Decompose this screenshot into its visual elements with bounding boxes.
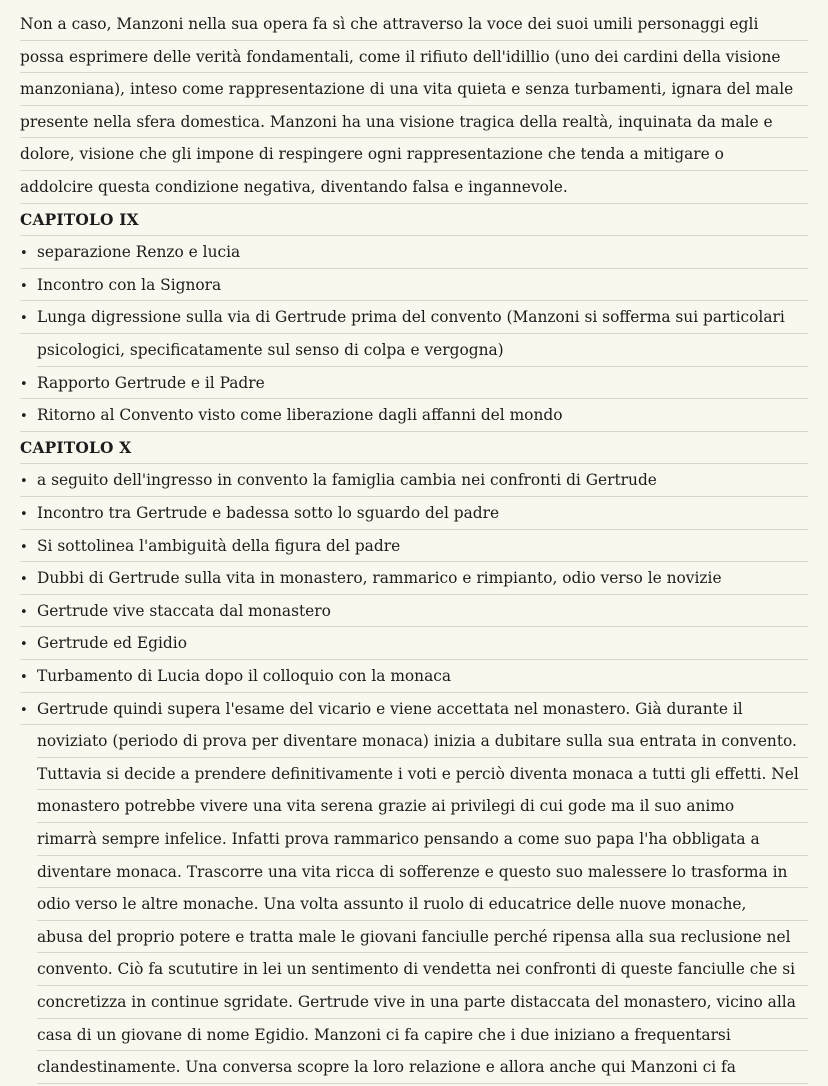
list-item-text: separazione Renzo e lucia — [37, 243, 241, 262]
list-item-continuation — [37, 334, 808, 367]
list-item — [20, 693, 808, 726]
list-item-continuation — [37, 953, 808, 986]
list-item-continuation-text: monastero potrebbe vivere una vita serena grazie ai privilegi di cui gode ma il suo animo — [37, 797, 735, 816]
bullet-icon: • — [20, 474, 28, 490]
bullet-icon: • — [20, 670, 28, 685]
list-item-text: Gertrude ed Egidio — [37, 634, 187, 653]
list-item-continuation-text: clandestinamente. Una conversa scopre la loro relazione e allora anche qui Manzoni ci fa — [37, 1058, 736, 1077]
list-item-continuation — [37, 921, 808, 954]
list-item-continuation-text: noviziato (periodo di prova per diventare monaca) inizia a dubitare sulla sua entrata in convento. — [37, 732, 797, 751]
list-item-continuation — [37, 1019, 808, 1052]
list-item-continuation-text: casa di un giovane di nome Egidio. Manzoni ci fa capire che i due iniziano a frequentarsi — [37, 1025, 731, 1044]
intro-line — [20, 73, 808, 106]
list-item — [20, 660, 808, 693]
list-item-text: Dubbi di Gertrude sulla vita in monastero, rammarico e rimpianto, odio verso le novizie — [37, 569, 722, 588]
chapter10-heading: CAPITOLO X — [20, 432, 808, 465]
list-item-continuation — [37, 986, 808, 1019]
list-item-continuation — [37, 888, 808, 921]
list-item-continuation — [37, 856, 808, 889]
bullet-icon: • — [20, 702, 28, 718]
bullet-icon: • — [20, 572, 28, 588]
intro-line — [20, 138, 808, 171]
intro-line-text: presente nella sfera domestica. Manzoni ha una visione tragica della realtà, inquinata da male e — [20, 112, 773, 131]
list-item — [20, 236, 808, 269]
intro-line — [20, 171, 808, 204]
list-item-text: Rapporto Gertrude e il Padre — [37, 373, 265, 392]
list-item-continuation-text: convento. Ciò fa scututire in lei un sentimento di vendetta nei confronti di queste fanciulle che si — [37, 960, 796, 979]
intro-line-text: addolcire questa condizione negativa, diventando falsa e ingannevole. — [20, 178, 568, 196]
list-item-continuation-text: diventare monaca. Trascorre una vita ricca di sofferenze e questo suo malessere lo trasforma in — [37, 862, 788, 881]
bullet-icon: • — [20, 409, 28, 425]
chapter9-heading: CAPITOLO IX — [20, 204, 808, 237]
list-item — [20, 399, 808, 432]
list-item-text: Turbamento di Lucia dopo il colloquio con la monaca — [37, 667, 452, 685]
list-item — [20, 464, 808, 497]
list-item-continuation-text: rimarrà sempre infelice. Infatti prova rammarico pensando a come suo papa l'ha obbligata a — [37, 830, 760, 848]
list-item-continuation-text: Tuttavia si decide a prendere definitivamente i voti e perciò diventa monaca a tutti gli effetti. Nel — [37, 764, 799, 783]
bullet-icon: • — [20, 507, 28, 522]
intro-line-text: Non a caso, Manzoni nella sua opera fa sì che attraverso la voce dei suoi umili personaggi egli — [20, 15, 759, 33]
list-item — [20, 530, 808, 563]
list-item-text: Ritorno al Convento visto come liberazione dagli affanni del mondo — [37, 406, 563, 425]
list-item-text: Incontro tra Gertrude e badessa sotto lo sguardo del padre — [37, 504, 500, 522]
list-item-continuation — [37, 823, 808, 856]
list-item-continuation — [37, 725, 808, 758]
list-item — [20, 269, 808, 302]
list-item-continuation-text: psicologici, specificatamente sul senso di colpa e vergogna) — [37, 341, 504, 359]
list-item-text: Incontro con la Signora — [37, 275, 222, 294]
bullet-icon: • — [20, 311, 28, 327]
list-item — [20, 562, 808, 595]
list-item-continuation-text: odio verso le altre monache. Una volta assunto il ruolo di educatrice delle nuove monache, — [37, 895, 747, 914]
bullet-icon: • — [20, 637, 28, 653]
list-item-continuation — [37, 1051, 808, 1084]
list-item-continuation-text: abusa del proprio potere e tratta male le giovani fanciulle perché ripensa alla sua reclusione nel — [37, 927, 791, 946]
list-item-text: Lunga digressione sulla via di Gertrude prima del convento (Manzoni si sofferma sui particolari — [37, 308, 785, 327]
list-item — [20, 595, 808, 628]
intro-line-text: possa esprimere delle verità fondamentali, come il rifiuto dell'idillio (uno dei cardini della visione — [20, 47, 781, 66]
list-item — [20, 627, 808, 660]
list-item-text: Gertrude quindi supera l'esame del vicario e viene accettata nel monastero. Già durante il — [37, 699, 743, 718]
bullet-icon: • — [20, 604, 28, 620]
intro-line-text: dolore, visione che gli impone di respingere ogni rappresentazione che tenda a mitigare o — [20, 145, 724, 164]
bullet-icon: • — [20, 376, 28, 392]
list-item-continuation-text: concretizza in continue sgridate. Gertrude vive in una parte distaccata del monastero, vicino alla — [37, 993, 796, 1011]
list-item-text: a seguito dell'ingresso in convento la famiglia cambia nei confronti di Gertrude — [37, 471, 657, 490]
intro-line — [20, 106, 808, 139]
bullet-icon: • — [20, 246, 28, 262]
intro-line-text: manzoniana), inteso come rappresentazione di una vita quieta e senza turbamenti, ignara del male — [20, 80, 794, 99]
list-item — [20, 301, 808, 334]
intro-line — [20, 8, 808, 41]
bullet-icon: • — [20, 278, 28, 294]
list-item-text: Gertrude vive staccata dal monastero — [37, 601, 331, 620]
list-item-continuation — [37, 758, 808, 791]
list-item-text: Si sottolinea l'ambiguità della figura del padre — [37, 536, 401, 555]
list-item — [20, 367, 808, 400]
intro-line — [20, 41, 808, 74]
list-item-continuation — [37, 790, 808, 823]
list-item — [20, 497, 808, 530]
bullet-icon: • — [20, 539, 28, 555]
